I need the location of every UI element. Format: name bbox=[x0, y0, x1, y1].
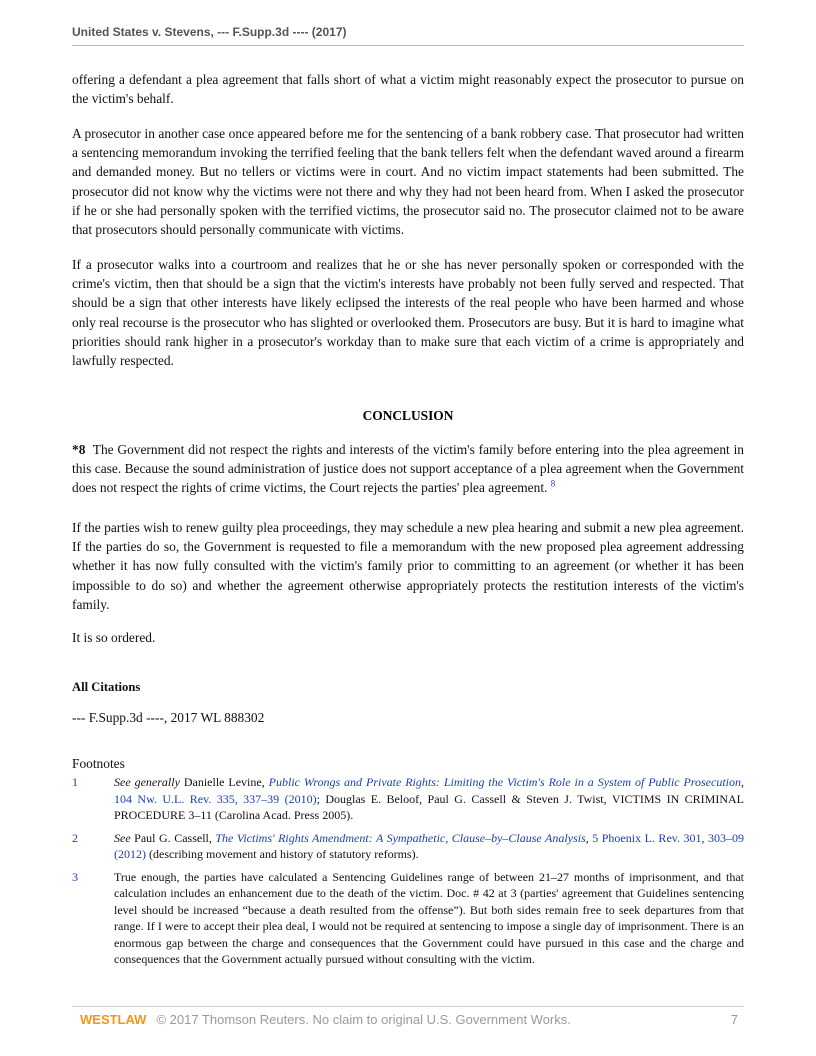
footer-divider bbox=[72, 1006, 744, 1007]
footnote-ref-8[interactable]: 8 bbox=[550, 478, 556, 489]
conclusion-paragraph-3: It is so ordered. bbox=[72, 630, 156, 645]
footer-copyright: © 2017 Thomson Reuters. No claim to original U.S. Government Works. bbox=[156, 1012, 571, 1027]
all-citations-heading: All Citations bbox=[72, 680, 141, 694]
footnote-2-signal: See bbox=[114, 830, 131, 845]
footnote-1-title-link[interactable]: Public Wrongs and Private Rights: Limiting the Victim's Role in a System of Public Prosecution bbox=[268, 775, 742, 789]
footnote-3-text: True enough, the parties have calculated a Sentencing Guidelines range of between 21–27 months of imprisonment, and that calculation includes an enhancement due to the death of the victim. Doc. # 42 at 3 (parties' agreement that Guidelines sentencing level should be increased “because a death resulted from the offense”). But both sides remain free to seek departures from that range. If I were to accept their plea deal, I would not be required at sentencing to impose a single day of imprisonment. There is an enormous gap between the charge and consequences that the Government could have pursued in this case and the charge and consequences that the Government actually pursued without consulting with the victim. bbox=[114, 869, 744, 966]
conclusion-paragraph-2: If the parties wish to renew guilty plea proceedings, they may schedule a new plea hearing and submit a new plea agreement. If the parties do so, the Government is requested to file a memorandum with the new proposed plea agreement addressing whether it has now fully consulted with the victim's family prior to committing to an agreement (or whether it has been impossible to do so) and whether the agreement otherwise appropriately protects the restitution interests of the victim's family. bbox=[72, 520, 744, 612]
footnote-2 bbox=[72, 830, 744, 863]
footnote-2-author: Paul G. Cassell, bbox=[130, 830, 216, 845]
footnote-2-rest: (describing movement and history of statutory reforms). bbox=[146, 847, 419, 861]
paragraph-2: A prosecutor in another case once appeared before me for the sentencing of a bank robbery case. That prosecutor had written a sentencing memorandum invoking the terrified feeling that the bank tellers felt when the defendant waved around a firearm and demanded money. But no tellers or victims were in court. And no victim impact statements had been submitted. The prosecutor did not know why the victims were not there and why they had not been heard from. When I asked the prosecutor if he or she had personally spoken with the terrified victims, the prosecutor said no. The prosecutor claimed not to be aware that prosecutors should personally communicate with victims. bbox=[72, 126, 744, 238]
footnote-2-number[interactable]: 2 bbox=[72, 830, 78, 845]
page-number: 7 bbox=[730, 1012, 738, 1027]
header-divider bbox=[72, 45, 744, 46]
paragraph-3: If a prosecutor walks into a courtroom and realizes that he or she has never personally spoken or corresponded with the crime's victim, then that should be a sign that the victim's interests have probably not been fully served and respected. That should be a sign that other interests have likely eclipsed the interests of the real people who have been harmed and whose only real recourse is the prosecutor who has slighted or overlooked them. Prosecutors are busy. But it is hard to imagine what priorities should rank higher in a prosecutor's workday than to make sure that each victim of a crime is appropriately and lawfully respected. bbox=[72, 257, 744, 369]
conclusion-paragraph-1 bbox=[72, 440, 744, 498]
footnotes-heading: Footnotes bbox=[72, 756, 125, 771]
westlaw-logo: WESTLAW bbox=[80, 1012, 147, 1027]
footnote-3-number[interactable]: 3 bbox=[72, 869, 78, 884]
page-footer bbox=[72, 1012, 744, 1027]
footnote-2-title-link[interactable]: The Victims' Rights Amendment: A Sympathetic, Clause–by–Clause Analysis bbox=[215, 830, 586, 845]
footnote-1 bbox=[72, 774, 744, 824]
footnote-1-signal: See generally bbox=[114, 775, 180, 789]
footnote-1-cite-link[interactable]: 104 Nw. U.L. Rev. 335, 337–39 (2010) bbox=[114, 791, 317, 806]
footnote-1-sep: , bbox=[741, 775, 745, 789]
running-header: United States v. Stevens, --- F.Supp.3d ---- (2017) bbox=[72, 25, 347, 39]
footnote-3 bbox=[72, 869, 744, 968]
footnote-1-author: Danielle Levine, bbox=[179, 775, 269, 789]
paragraph-1: offering a defendant a plea agreement that falls short of what a victim might reasonably expect the prosecutor to pursue on the victim's behalf. bbox=[72, 72, 744, 107]
footnote-1-rest: ; Douglas E. Beloof, Paul G. Cassell & Steven J. Twist, VICTIMS IN CRIMINAL PROCEDURE 3–11 (Carolina Acad. Press 2005). bbox=[114, 791, 744, 822]
conclusion-p1-text: The Government did not respect the rights and interests of the victim's family before entering into the plea agreement in this case. Because the sound administration of justice does not support acceptance of a plea agreement when the Government does not respect the rights of crime victims, the Court rejects the parties' plea agreement. bbox=[72, 442, 744, 496]
all-citations-text: --- F.Supp.3d ----, 2017 WL 888302 bbox=[72, 710, 265, 725]
footnote-2-sep: , bbox=[585, 830, 593, 845]
star-page-marker: *8 bbox=[72, 442, 86, 457]
footnote-list bbox=[72, 774, 744, 968]
footnote-2-cite-link[interactable]: 5 Phoenix L. Rev. 301, 303–09 (2012) bbox=[114, 830, 745, 861]
footnote-1-number[interactable]: 1 bbox=[72, 775, 78, 789]
conclusion-heading: CONCLUSION bbox=[362, 408, 454, 423]
